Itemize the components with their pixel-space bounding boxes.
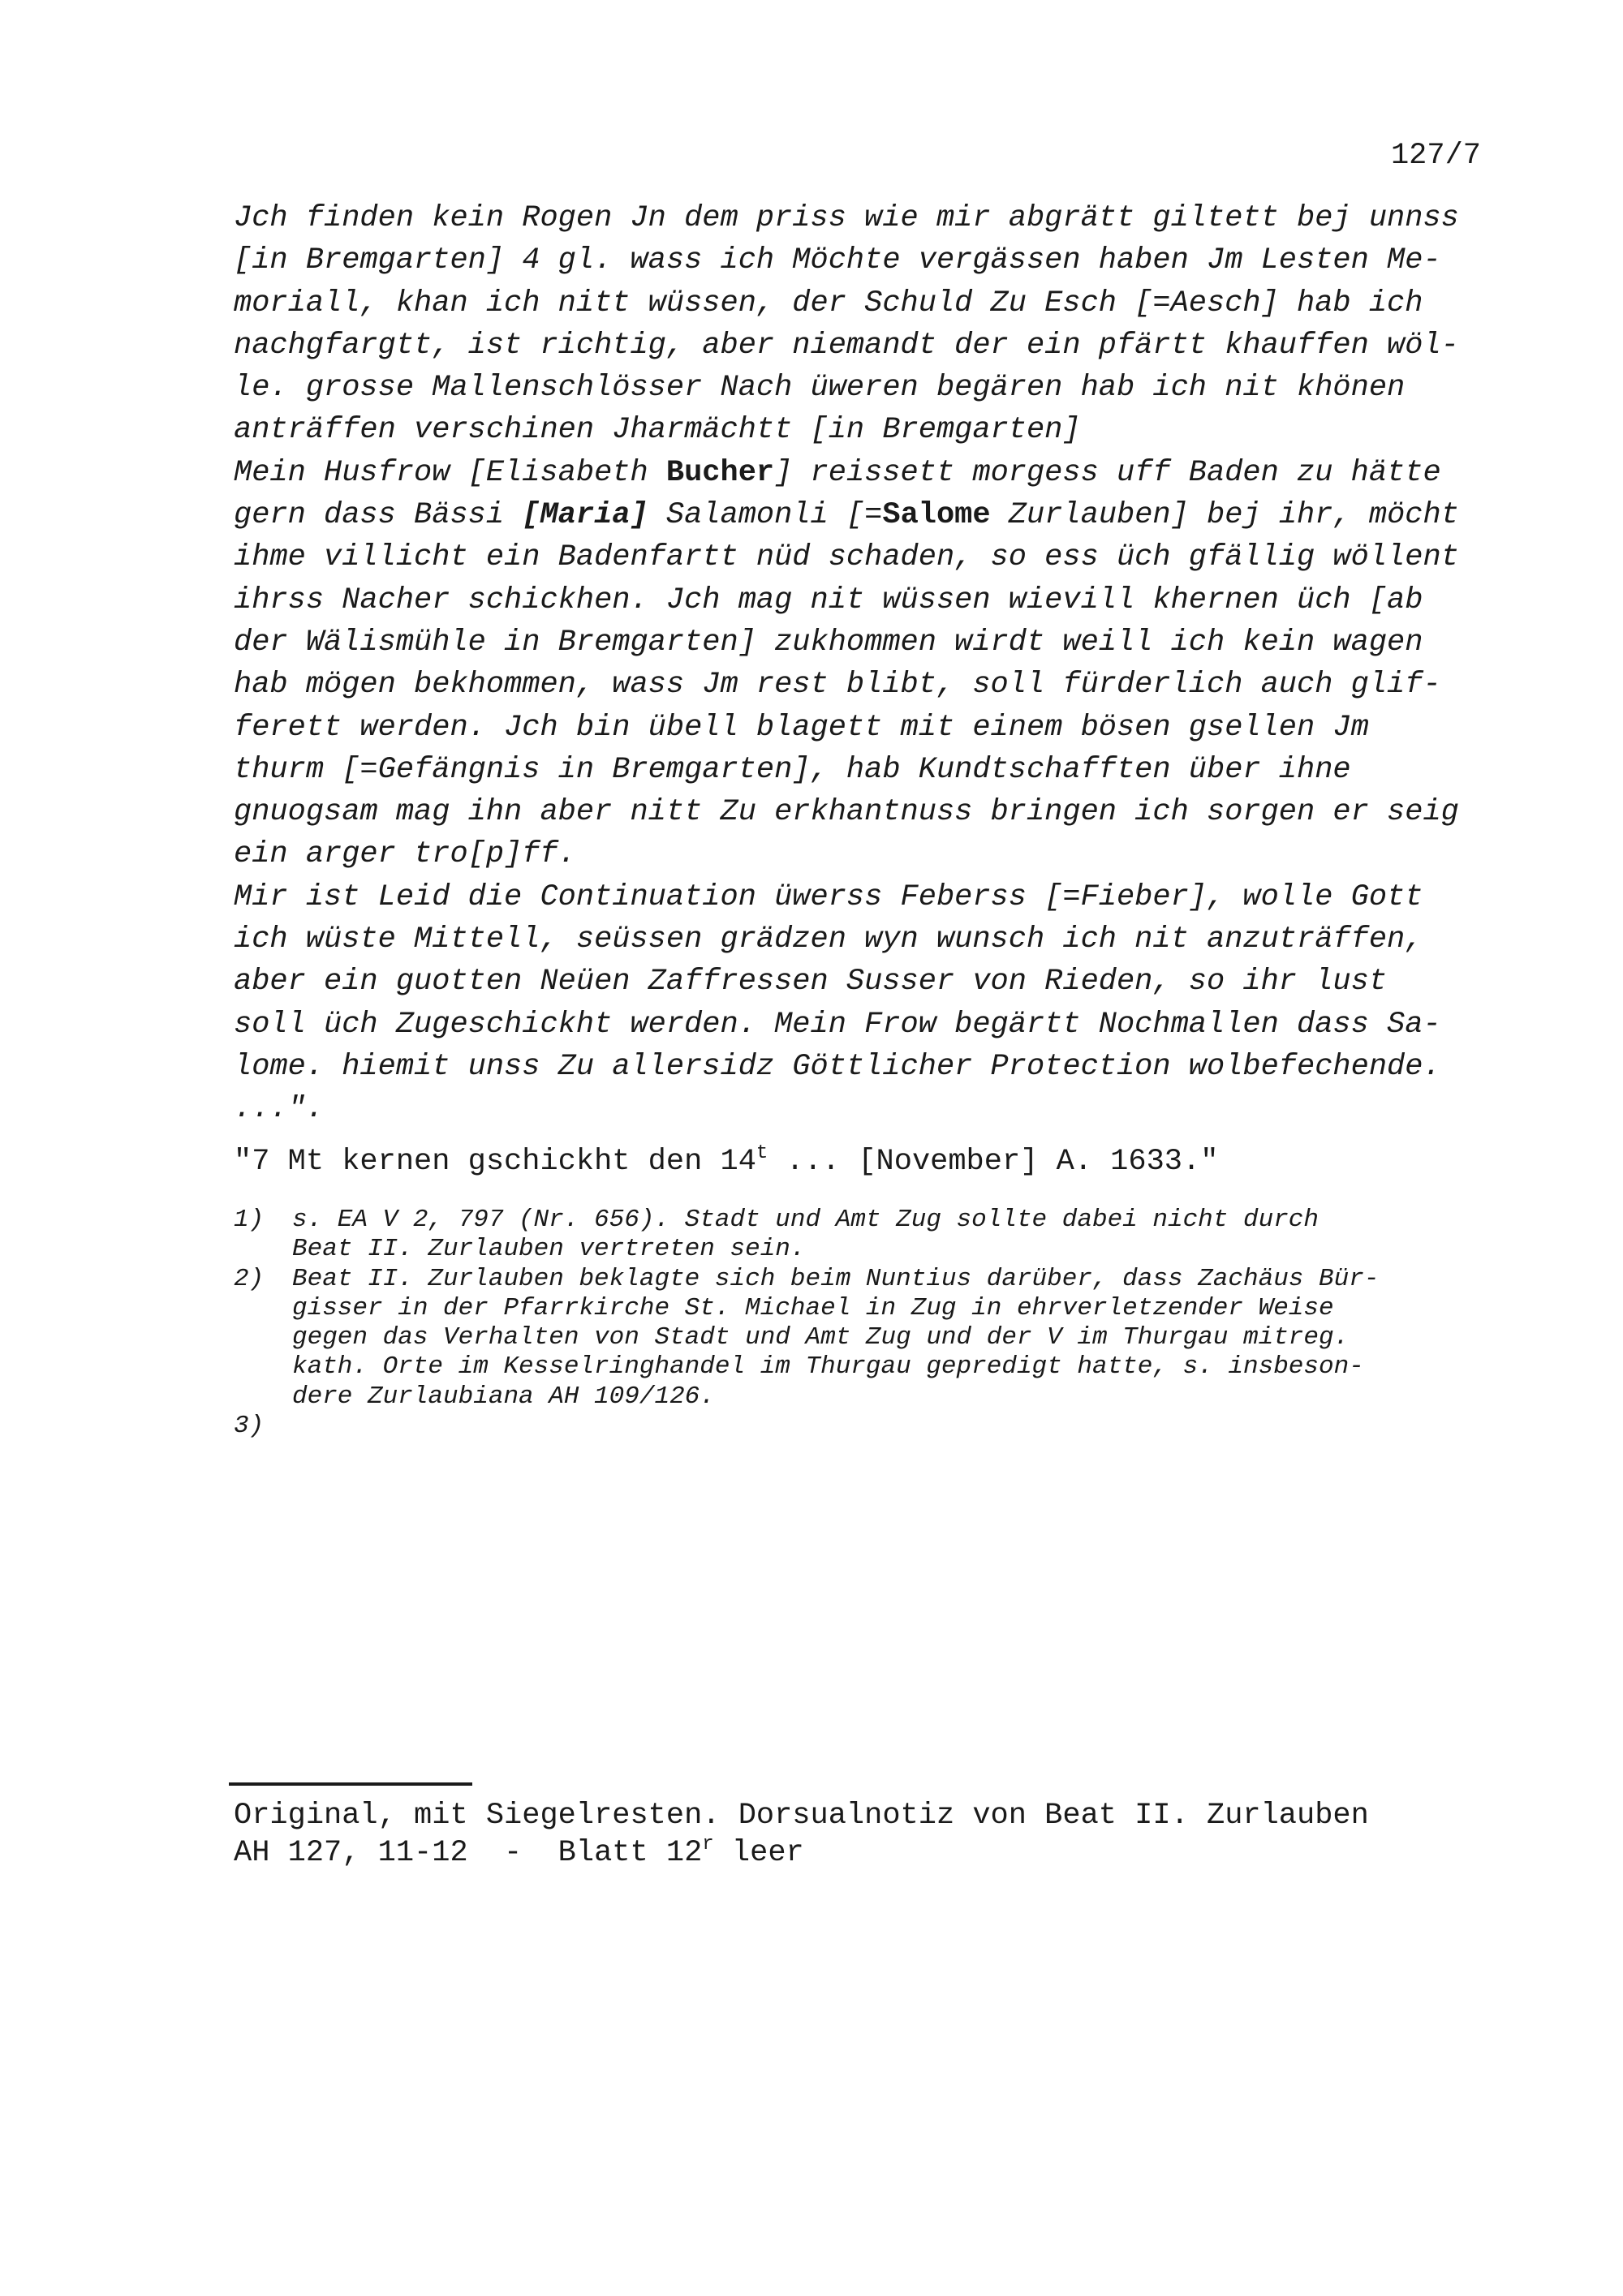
footnote-text — [292, 1206, 1319, 1265]
text-line — [234, 452, 1475, 494]
bold-name: Salome — [882, 498, 991, 533]
text-line: le. grosse Mallenschlösser Nach üweren begären hab ich nit khönen — [234, 371, 1406, 406]
source-note — [234, 1797, 1483, 1872]
text-line: thurm [=Gefängnis in Bremgarten], hab Kundtschafften über ihne — [234, 752, 1351, 787]
footnote-line: gisser in der Pfarrkirche St. Michael in Zug in ehrverletzender Weise — [292, 1293, 1334, 1322]
text-segment: ] reissett morgess uff Baden zu hätte — [774, 455, 1441, 490]
text-line: ihme villicht ein Badenfartt nüd schaden, so ess üch gfällig wöllent — [234, 540, 1459, 575]
text-line: ich wüste Mittell, seüssen grädzen wyn wunsch ich nit anzuträffen, — [234, 922, 1423, 957]
footnote-line: s. EA V 2, 797 (Nr. 656). Stadt und Amt Zug sollte dabei nicht durch — [292, 1206, 1319, 1234]
text-segment: leer — [713, 1836, 804, 1870]
text-segment: AH 127, 11-12 - Blatt 12 — [234, 1836, 703, 1870]
text-segment: "7 Mt kernen gschickht den 14 — [234, 1144, 756, 1179]
text-segment: ... [November] A. 1633." — [768, 1144, 1219, 1179]
dorsal-note-line — [234, 1141, 1475, 1183]
text-line: ferett werden. Jch bin übell blagett mit einem bösen gsellen Jm — [234, 710, 1369, 745]
text-line: moriall, khan ich nitt wüssen, der Schuld Zu Esch [=Aesch] hab ich — [234, 286, 1423, 320]
text-segment: Salamonli [= — [648, 498, 883, 533]
text-line: ...". — [234, 1092, 325, 1127]
footnote-line: kath. Orte im Kesselringhandel im Thurgau gepredigt hatte, s. insbeson- — [292, 1352, 1364, 1382]
text-line: nachgfargtt, ist richtig, aber niemandt der ein pfärtt khauffen wöl- — [234, 328, 1459, 363]
text-line: Mir ist Leid die Continuation üwerss Feberss [=Fieber], wolle Gott — [234, 879, 1423, 914]
text-line — [234, 494, 1475, 536]
source-line: Original, mit Siegelresten. Dorsualnotiz von Beat II. Zurlauben — [234, 1799, 1369, 1833]
separator-rule — [229, 1782, 472, 1786]
source-line — [234, 1834, 1483, 1872]
text-line: ein arger tro[p]ff. — [234, 837, 576, 872]
text-segment: Zurlauben] bej ihr, möcht — [990, 498, 1459, 533]
bold-name: [Maria] — [522, 498, 648, 533]
text-line: hab mögen bekhommen, wass Jm rest blibt, soll fürderlich auch glif- — [234, 668, 1441, 703]
footnote-number: 2) — [234, 1264, 265, 1293]
text-line: [in Bremgarten] 4 gl. wass ich Möchte vergässen haben Jm Lesten Me- — [234, 243, 1441, 278]
footnote-line: Beat II. Zurlauben vertreten sein. — [292, 1235, 806, 1264]
text-line: Jch finden kein Rogen Jn dem priss wie mir abgrätt giltett bej unnss — [234, 201, 1459, 235]
footnote — [234, 1412, 1483, 1441]
text-line: gnuogsam mag ihn aber nitt Zu erkhantnuss bringen ich sorgen er seig — [234, 795, 1459, 830]
superscript: t — [756, 1142, 768, 1164]
footnote-text — [292, 1265, 1379, 1412]
text-line: ihrss Nacher schickhen. Jch mag nit wüssen wievill khernen üch [ab — [234, 583, 1423, 617]
page-number: 127/7 — [1390, 139, 1481, 173]
text-line: der Wälismühle in Bremgarten] zukhommen wirdt weill ich kein wagen — [234, 625, 1423, 660]
footnote — [234, 1265, 1483, 1412]
footnote — [234, 1206, 1483, 1265]
footnote-line: dere Zurlaubiana AH 109/126. — [292, 1382, 715, 1411]
footnote-line: gegen das Verhalten von Stadt und Amt Zug und der V im Thurgau mitreg. — [292, 1323, 1350, 1352]
bold-name: Bucher — [665, 455, 775, 490]
footnote-number: 3) — [234, 1412, 265, 1441]
footnote-line: Beat II. Zurlauben beklagte sich beim Nuntius darüber, dass Zachäus Bür- — [292, 1264, 1380, 1293]
text-segment: gern dass Bässi — [234, 498, 523, 533]
superscript: r — [702, 1834, 714, 1855]
text-line: soll üch Zugeschickht werden. Mein Frow begärtt Nochmallen dass Sa- — [234, 1007, 1441, 1042]
footnotes — [234, 1206, 1483, 1441]
text-segment: Mein Husfrow [Elisabeth — [234, 455, 666, 490]
text-line: lome. hiemit unss Zu allersidz Göttlicher Protection wolbefechende. — [234, 1049, 1441, 1084]
letter-transcription — [234, 197, 1475, 1183]
text-line: aber ein guotten Neüen Zaffressen Susser von Rieden, so ihr lust — [234, 965, 1388, 1000]
footnote-number: 1) — [234, 1206, 265, 1234]
text-line: anträffen verschinen Jharmächtt [in Bremgarten] — [234, 413, 1081, 448]
